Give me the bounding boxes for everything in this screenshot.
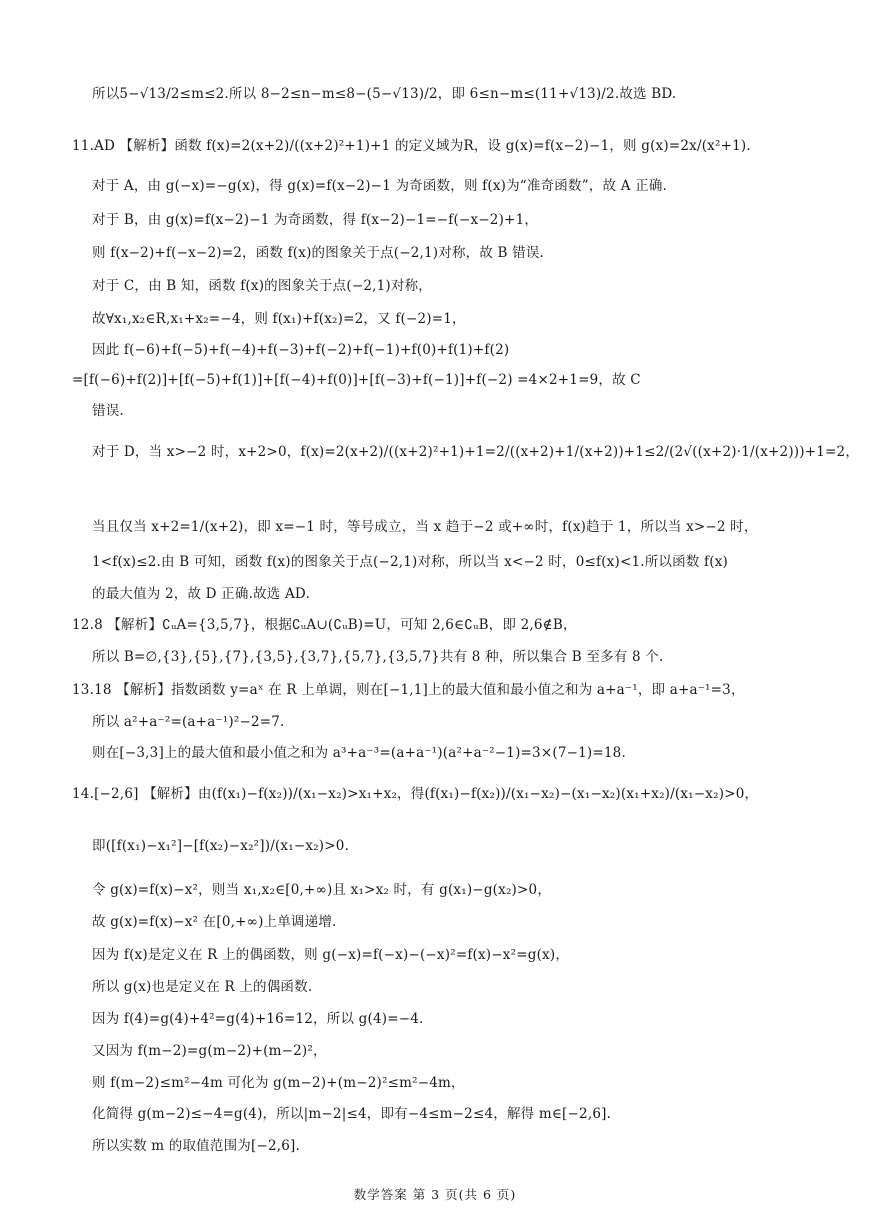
solution-11-line: 1<f(x)≤2.由 B 可知，函数 f(x)的图象关于点(−2,1)对称，所以当 x<−2 时，0≤f(x)<1.所以函数 f(x) [92, 554, 728, 570]
solution-11-line: 对于 C，由 B 知，函数 f(x)的图象关于点(−2,1)对称， [92, 278, 432, 294]
solution-14-line: 则 f(m−2)≤m²−4m 可化为 g(m−2)+(m−2)²≤m²−4m， [92, 1075, 465, 1091]
solution-11-line: 对于 D，当 x>−2 时，x+2>0，f(x)=2(x+2)/((x+2)²+1)+1=2/((x+2)+1/(x+2))+1≤2/(2√((x+2)·1/(x+2)))+1=2， [92, 444, 860, 460]
solution-14-line: 所以 g(x)也是定义在 R 上的偶函数. [92, 979, 313, 995]
solution-14-line: 故 g(x)=f(x)−x² 在[0,+∞)上单调递增. [92, 914, 337, 930]
solution-13-line: 则在[−3,3]上的最大值和最小值之和为 a³+a⁻³=(a+a⁻¹)(a²+a⁻²−1)=3×(7−1)=18. [92, 745, 626, 761]
solution-11-line: 对于 B，由 g(x)=f(x−2)−1 为奇函数，得 f(x−2)−1=−f(−x−2)+1， [92, 212, 539, 228]
solution-14-heading: 14.[−2,6] 【解析】由(f(x₁)−f(x₂))/(x₁−x₂)>x₁+x₂，得(f(x₁)−f(x₂))/(x₁−x₂)−(x₁−x₂)(x₁+x₂)/(x₁−x₂)>0， [72, 786, 759, 802]
solution-11-line: 对于 A，由 g(−x)=−g(x)，得 g(x)=f(x−2)−1 为奇函数，则 f(x)为“准奇函数”，故 A 正确. [92, 178, 668, 194]
solution-12-heading: 12.8 【解析】∁ᵤA={3,5,7}，根据∁ᵤA∪(∁ᵤB)=U，可知 2,6∈∁ᵤB，即 2,6∉B， [72, 617, 577, 633]
solution-11-line: 故∀x₁,x₂∈R,x₁+x₂=−4，则 f(x₁)+f(x₂)=2，又 f(−2)=1， [92, 311, 466, 327]
solution-11-line: 因此 f(−6)+f(−5)+f(−4)+f(−3)+f(−2)+f(−1)+f(0)+f(1)+f(2) [92, 342, 510, 358]
solution-12-line: 所以 B=∅,{3},{5},{7},{3,5},{3,7},{5,7},{3,5,7}共有 8 种，所以集合 B 至多有 8 个. [92, 649, 664, 665]
solution-14-line: 因为 f(x)是定义在 R 上的偶函数，则 g(−x)=f(−x)−(−x)²=f(x)−x²=g(x)， [92, 947, 570, 963]
solution-11-line: 则 f(x−2)+f(−x−2)=2，函数 f(x)的图象关于点(−2,1)对称，故 B 错误. [92, 245, 545, 261]
solution-14-line: 令 g(x)=f(x)−x²，则当 x₁,x₂∈[0,+∞)且 x₁>x₂ 时，有 g(x₁)−g(x₂)>0， [92, 882, 552, 898]
solution-14-line: 化简得 g(m−2)≤−4=g(4)，所以|m−2|≤4，即有−4≤m−2≤4，解得 m∈[−2,6]. [92, 1106, 612, 1122]
solution-14-line: 又因为 f(m−2)=g(m−2)+(m−2)²， [92, 1043, 327, 1059]
solution-10-tail-line: 所以5−√13/2≤m≤2.所以 8−2≤n−m≤8−(5−√13)/2，即 6≤n−m≤(11+√13)/2.故选 BD. [92, 86, 677, 102]
solution-14-line: 因为 f(4)=g(4)+4²=g(4)+16=12，所以 g(4)=−4. [92, 1011, 424, 1027]
solution-11-heading: 11.AD 【解析】函数 f(x)=2(x+2)/((x+2)²+1)+1 的定义域为R，设 g(x)=f(x−2)−1，则 g(x)=2x/(x²+1). [72, 138, 751, 154]
solution-13-line: 所以 a²+a⁻²=(a+a⁻¹)²−2=7. [92, 714, 285, 730]
solution-11-line: 当且仅当 x+2=1/(x+2)，即 x=−1 时，等号成立，当 x 趋于−2 或+∞时，f(x)趋于 1，所以当 x>−2 时， [92, 519, 758, 535]
page-footer: 数学答案 第 3 页(共 6 页) [353, 1187, 517, 1202]
solution-11-line: =[f(−6)+f(2)]+[f(−5)+f(1)]+[f(−4)+f(0)]+[f(−3)+f(−1)]+f(−2) =4×2+1=9，故 C [72, 372, 641, 388]
solution-11-line: 错误. [92, 403, 124, 419]
solution-14-line: 即([f(x₁)−x₁²]−[f(x₂)−x₂²])/(x₁−x₂)>0. [92, 838, 350, 854]
solution-14-line: 所以实数 m 的取值范围为[−2,6]. [92, 1138, 300, 1154]
solution-13-heading: 13.18 【解析】指数函数 y=aˣ 在 R 上单调，则在[−1,1]上的最大值和最小值之和为 a+a⁻¹，即 a+a⁻¹=3， [72, 682, 745, 698]
solution-11-line: 的最大值为 2，故 D 正确.故选 AD. [92, 586, 310, 602]
